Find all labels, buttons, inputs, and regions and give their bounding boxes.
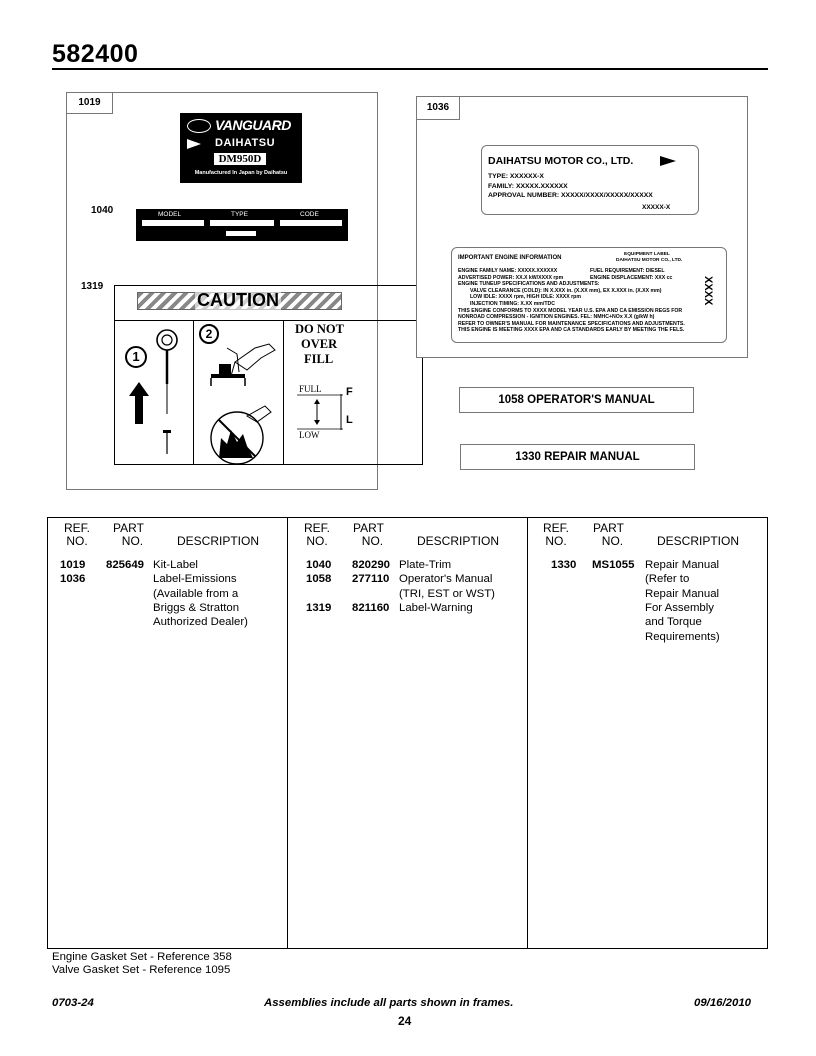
page-number: 24 <box>398 1014 412 1028</box>
approval-line: APPROVAL NUMBER: XXXXX/XXXX/XXXXX/XXXXX <box>488 192 653 199</box>
info-line: REFER TO OWNER'S MANUAL FOR MAINTENANCE SPECIFICATIONS AND ADJUSTMENTS. <box>458 320 685 327</box>
daihatsu-logo: DAIHATSU <box>215 137 276 149</box>
col3-ref-header: REF. NO. <box>543 521 570 548</box>
part-number: 820290 <box>352 559 391 571</box>
part-number: 821160 <box>352 601 390 614</box>
step-1-icon: 1 <box>125 346 147 368</box>
low-text: LOW <box>299 430 320 440</box>
repair-manual-box: 1330 REPAIR MANUAL <box>460 444 695 470</box>
up-arrow-icon <box>129 382 149 424</box>
f-mark: F <box>346 386 353 398</box>
gasket-note-2: Valve Gasket Set - Reference 1095 <box>52 964 231 976</box>
ref-label-1319: 1319 <box>81 281 104 292</box>
daihatsu-d-logo-icon <box>660 156 676 166</box>
right-emissions-frame <box>416 96 748 358</box>
trim-plate <box>136 209 348 241</box>
col2-desc-header: DESCRIPTION <box>417 534 500 548</box>
col1-desc-header: DESCRIPTION <box>177 534 260 548</box>
ref-number: 1019 <box>60 559 86 571</box>
description: Kit-Label <box>153 559 198 571</box>
info-line: THIS ENGINE CONFORMS TO XXXX MODEL YEAR U.S. EPA AND CA EMISSION REGS FOR <box>458 307 683 314</box>
info-title: IMPORTANT ENGINE INFORMATION <box>458 255 562 261</box>
footer-doc-code: 0703-24 <box>52 997 94 1009</box>
description: For Assembly <box>645 601 714 614</box>
description: Repair Manual <box>645 559 720 571</box>
ref-number: 1319 <box>306 601 332 614</box>
col1-part-header: PART NO. <box>113 521 144 548</box>
page-title: 582400 <box>52 40 139 68</box>
description: Label-Emissions <box>153 573 237 586</box>
ref-tag-1036: 1036 <box>416 96 460 120</box>
ref-tag-1019: 1019 <box>66 92 113 114</box>
parts-table <box>47 517 768 949</box>
info-line: NONROAD COMPRESSION - IGNITION ENGINES. FEL: NMHC+NOx X.X (g/kW h) <box>458 314 655 321</box>
type-line: TYPE: XXXXXX-X <box>488 173 544 180</box>
level-gauge-icon <box>295 394 345 430</box>
info-right-title-1: EQUIPMENT LABEL <box>624 252 670 257</box>
col1-ref-header: REF. NO. <box>64 521 91 548</box>
info-right-line: FUEL REQUIREMENT: DIESEL <box>590 268 665 274</box>
info-line: ENGINE TUNEUP SPECIFICATIONS AND ADJUSTMENTS: <box>458 281 600 288</box>
footer-note: Assemblies include all parts shown in frames. <box>264 997 514 1009</box>
info-line: LOW IDLE: XXXX rpm, HIGH IDLE: XXXX rpm <box>470 294 581 301</box>
description: Repair Manual <box>645 587 720 600</box>
description: (TRI, EST or WST) <box>399 587 495 600</box>
header-rule <box>52 68 768 70</box>
part-number: 277110 <box>352 573 390 586</box>
caution-heading: CAUTION <box>197 290 279 310</box>
gasket-note-1: Engine Gasket Set - Reference 358 <box>52 951 232 963</box>
description: (Refer to <box>645 573 690 586</box>
info-line: THIS ENGINE IS MEETING XXXX EPA AND CA STANDARDS EARLY BY MEETING THE FELS. <box>458 327 685 334</box>
description: Requirements) <box>645 630 720 643</box>
info-line: INJECTION TIMING: X.XX mm/TDC <box>470 301 556 307</box>
description: Plate-Trim <box>399 559 452 571</box>
ref-number: 1040 <box>306 559 332 571</box>
description: (Available from a <box>153 587 239 600</box>
left-illustration-frame <box>66 92 378 490</box>
vertical-code: XXXX <box>702 276 714 306</box>
info-line: ENGINE FAMILY NAME: XXXXX.XXXXXX <box>458 268 558 274</box>
ref-number: 1330 <box>551 559 577 571</box>
made-in-text: Manufactured In Japan by Daihatsu <box>194 170 288 176</box>
plate-model-label: MODEL <box>158 211 182 218</box>
model-name: DM950D <box>214 153 266 165</box>
col2-part-header: PART NO. <box>353 521 384 548</box>
vanguard-logo: VANGUARD <box>215 117 291 133</box>
full-text: FULL <box>299 384 322 394</box>
engine-info-label <box>451 247 727 343</box>
info-right-title-2: DAIHATSU MOTOR CO., LTD. <box>616 258 683 263</box>
ref-number: 1058 <box>306 573 332 586</box>
description: Operator's Manual <box>399 573 493 586</box>
col2-ref-header: REF. NO. <box>304 521 331 548</box>
l-mark: L <box>346 414 353 426</box>
footer-date: 09/16/2010 <box>694 997 752 1009</box>
fill-text: FILL <box>304 352 334 366</box>
description: Authorized Dealer) <box>153 616 248 629</box>
over-text: OVER <box>301 337 338 351</box>
info-right-line: ENGINE DISPLACEMENT: XXX cc <box>590 274 673 281</box>
description: Briggs & Stratton <box>153 601 240 614</box>
col3-part-header: PART NO. <box>593 521 624 548</box>
oil-fill-icon <box>197 326 283 466</box>
briggs-logo-icon <box>187 119 211 133</box>
info-line: VALVE CLEARANCE (COLD): IN X.XXX in. (X.XX mm), EX X.XXX in. (X.XX mm) <box>470 287 662 294</box>
part-number: MS1055 <box>592 559 635 571</box>
info-line: ADVERTISED POWER: XX.X kW/XXXX rpm <box>458 274 564 281</box>
ref-label-1040: 1040 <box>91 205 114 216</box>
approval-suffix: XXXXX-X <box>642 204 671 211</box>
dipstick-icon <box>145 326 190 461</box>
col3-desc-header: DESCRIPTION <box>657 534 740 548</box>
caution-label <box>114 285 423 465</box>
daihatsu-d-icon <box>187 139 201 149</box>
operators-manual-box: 1058 OPERATOR'S MANUAL <box>459 387 694 413</box>
plate-type-label: TYPE <box>231 211 248 218</box>
description: and Torque <box>645 616 702 629</box>
step-2-icon: 2 <box>199 324 219 344</box>
vanguard-badge <box>180 113 302 183</box>
part-number: 825649 <box>106 559 145 571</box>
ref-number: 1036 <box>60 573 86 586</box>
family-line: FAMILY: XXXXX.XXXXXX <box>488 183 568 190</box>
plate-code-label: CODE <box>300 211 319 218</box>
description: Label-Warning <box>399 601 473 614</box>
do-not-text: DO NOT <box>295 322 344 336</box>
company-name: DAIHATSU MOTOR CO., LTD. <box>488 155 634 167</box>
emissions-label <box>481 145 699 215</box>
